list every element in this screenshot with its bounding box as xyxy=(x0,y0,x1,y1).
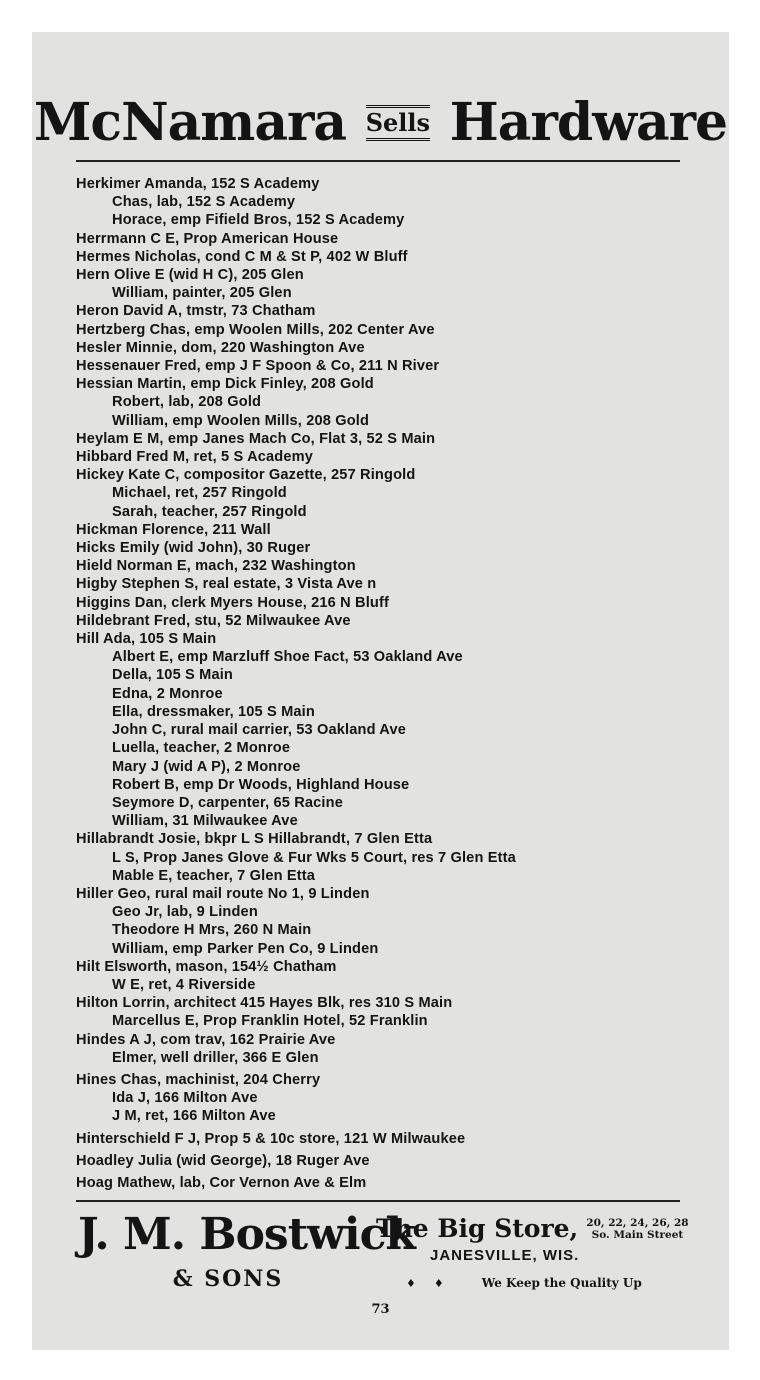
header-text-hardware: Hardware xyxy=(449,92,728,153)
directory-entry: Geo Jr, lab, 9 Linden xyxy=(112,904,258,921)
directory-entry: William, painter, 205 Glen xyxy=(112,285,292,302)
directory-entry: John C, rural mail carrier, 53 Oakland Ave xyxy=(112,722,406,739)
directory-entry: L S, Prop Janes Glove & Fur Wks 5 Court, res 7 Glen Etta xyxy=(112,849,516,866)
directory-entry: Hibbard Fred M, ret, 5 S Academy xyxy=(76,449,314,466)
store-address-numbers: 20, 22, 24, 26, 28 xyxy=(586,1216,689,1229)
directory-entry: Hilt Elsworth, mason, 154½ Chatham xyxy=(76,958,337,975)
footer-advertiser xyxy=(78,1209,415,1292)
directory-entry: Higby Stephen S, real estate, 3 Vista Ave n xyxy=(76,576,377,593)
store-name: The Big Store, xyxy=(376,1214,579,1243)
directory-entry: Hilton Lorrin, architect 415 Hayes Blk, res 310 S Main xyxy=(76,995,453,1012)
directory-entry: Elmer, well driller, 366 E Glen xyxy=(112,1049,319,1066)
page-number: 73 xyxy=(371,1302,390,1317)
directory-entry: Herkimer Amanda, 152 S Academy xyxy=(76,176,320,192)
advertiser-name: J. M. Bostwick xyxy=(78,1209,415,1260)
directory-entry: Ida J, 166 Milton Ave xyxy=(112,1090,258,1107)
header-text-mcnamara: McNamara xyxy=(33,92,347,153)
directory-entries xyxy=(76,175,696,1192)
directory-entry: Hillabrandt Josie, bkpr L S Hillabrandt, 7 Glen Etta xyxy=(76,831,433,848)
directory-entry: Hickman Florence, 211 Wall xyxy=(76,521,271,538)
directory-entry: William, emp Woolen Mills, 208 Gold xyxy=(112,412,370,429)
directory-entry: Luella, teacher, 2 Monroe xyxy=(112,740,291,757)
directory-entry: Hildebrant Fred, stu, 52 Milwaukee Ave xyxy=(76,612,351,629)
directory-entry: Hindes A J, com trav, 162 Prairie Ave xyxy=(76,1031,336,1048)
footer-divider xyxy=(76,1200,680,1202)
directory-entry: Hessenauer Fred, emp J F Spoon & Co, 211 N River xyxy=(76,358,440,375)
directory-entry: Albert E, emp Marzluff Shoe Fact, 53 Oakland Ave xyxy=(112,649,463,666)
directory-entry: Hines Chas, machinist, 204 Cherry xyxy=(76,1071,321,1088)
directory-entry: Robert B, emp Dr Woods, Highland House xyxy=(112,776,410,793)
directory-entry: Seymore D, carpenter, 65 Racine xyxy=(112,794,343,811)
directory-entry: Michael, ret, 257 Ringold xyxy=(112,485,287,502)
advertiser-sons: & SONS xyxy=(172,1266,284,1292)
directory-entry: Ella, dressmaker, 105 S Main xyxy=(112,703,315,720)
footer-store-info xyxy=(376,1214,696,1290)
directory-entry: Theodore H Mrs, 260 N Main xyxy=(112,922,312,939)
directory-entry: Sarah, teacher, 257 Ringold xyxy=(112,503,307,520)
directory-entry: Hermes Nicholas, cond C M & St P, 402 W Bluff xyxy=(76,248,408,265)
header-divider xyxy=(76,160,680,162)
directory-entry: Hesler Minnie, dom, 220 Washington Ave xyxy=(76,339,365,356)
advertisement-header xyxy=(32,92,729,153)
directory-entry: Hicks Emily (wid John), 30 Ruger xyxy=(76,540,311,557)
directory-entry: Heylam E M, emp Janes Mach Co, Flat 3, 52 S Main xyxy=(76,430,436,447)
directory-entry: Heron David A, tmstr, 73 Chatham xyxy=(76,303,316,320)
directory-entry: Horace, emp Fifield Bros, 152 S Academy xyxy=(112,212,405,229)
directory-entry: Della, 105 S Main xyxy=(112,667,233,684)
store-city: JANESVILLE, WIS. xyxy=(430,1247,580,1264)
directory-entry: Mable E, teacher, 7 Glen Etta xyxy=(112,867,316,884)
directory-entry: Hoadley Julia (wid George), 18 Ruger Ave xyxy=(76,1152,370,1169)
store-tagline: We Keep the Quality Up xyxy=(481,1276,642,1290)
directory-entry: Robert, lab, 208 Gold xyxy=(112,394,262,411)
directory-entry: Hield Norman E, mach, 232 Washington xyxy=(76,558,356,575)
store-address-street: So. Main Street xyxy=(591,1228,684,1241)
directory-entry: Higgins Dan, clerk Myers House, 216 N Bluff xyxy=(76,594,390,611)
directory-entry: Hertzberg Chas, emp Woolen Mills, 202 Center Ave xyxy=(76,321,435,338)
directory-entry: Mary J (wid A P), 2 Monroe xyxy=(112,758,301,775)
directory-entry: Hoag Mathew, lab, Cor Vernon Ave & Elm xyxy=(76,1174,367,1191)
directory-entry: Hern Olive E (wid H C), 205 Glen xyxy=(76,267,304,284)
directory-entry: Chas, lab, 152 S Academy xyxy=(112,194,296,211)
directory-entry: Marcellus E, Prop Franklin Hotel, 52 Franklin xyxy=(112,1013,428,1030)
directory-entry: Herrmann C E, Prop American House xyxy=(76,230,339,247)
store-address xyxy=(586,1217,688,1241)
header-text-sells: Sells xyxy=(366,105,430,141)
directory-entry: Hiller Geo, rural mail route No 1, 9 Linden xyxy=(76,885,370,902)
ornament-dots: ♦♦ xyxy=(406,1276,462,1290)
directory-entry: Hinterschield F J, Prop 5 & 10c store, 121 W Milwaukee xyxy=(76,1130,466,1147)
directory-page xyxy=(32,32,729,1350)
directory-entry: J M, ret, 166 Milton Ave xyxy=(112,1108,276,1125)
directory-entry: Hickey Kate C, compositor Gazette, 257 Ringold xyxy=(76,467,416,484)
directory-entry: William, emp Parker Pen Co, 9 Linden xyxy=(112,940,379,957)
directory-entry: W E, ret, 4 Riverside xyxy=(112,976,256,993)
directory-entry: Hill Ada, 105 S Main xyxy=(76,631,217,648)
directory-entry: Hessian Martin, emp Dick Finley, 208 Gold xyxy=(76,376,374,393)
directory-entry: Edna, 2 Monroe xyxy=(112,685,223,702)
directory-entry: William, 31 Milwaukee Ave xyxy=(112,813,298,830)
